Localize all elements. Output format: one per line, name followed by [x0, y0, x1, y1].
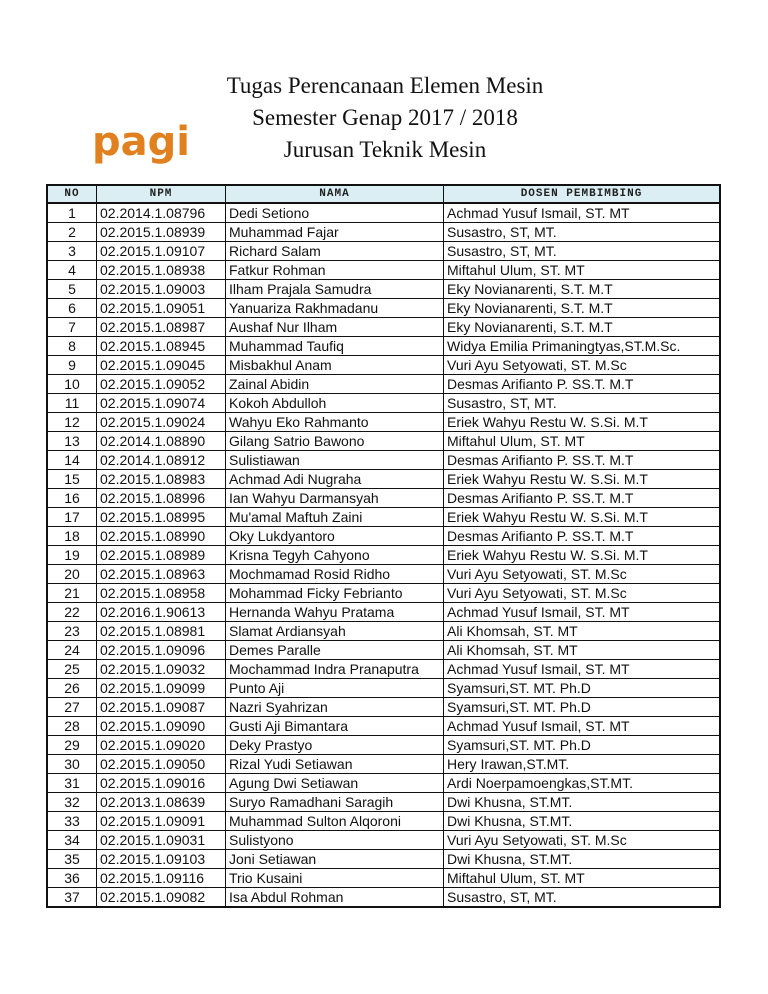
- cell-dosen: Syamsuri,ST. MT. Ph.D: [444, 679, 721, 698]
- cell-no: 26: [47, 679, 97, 698]
- cell-nama: Sulistiawan: [226, 451, 444, 470]
- cell-npm: 02.2015.1.09045: [97, 356, 226, 375]
- cell-npm: 02.2015.1.08983: [97, 470, 226, 489]
- cell-dosen: Achmad Yusuf Ismail, ST. MT: [444, 203, 721, 223]
- table-row: [47, 755, 720, 774]
- cell-npm: 02.2015.1.09031: [97, 831, 226, 850]
- cell-no: 28: [47, 717, 97, 736]
- cell-npm: 02.2015.1.09074: [97, 394, 226, 413]
- cell-no: 33: [47, 812, 97, 831]
- cell-npm: 02.2015.1.08990: [97, 527, 226, 546]
- cell-npm: 02.2015.1.09103: [97, 850, 226, 869]
- cell-nama: Zainal Abidin: [226, 375, 444, 394]
- cell-nama: Trio Kusaini: [226, 869, 444, 888]
- table-row: [47, 280, 720, 299]
- cell-npm: 02.2015.1.09096: [97, 641, 226, 660]
- pagi-logo: pagi: [92, 119, 190, 165]
- cell-dosen: Achmad Yusuf Ismail, ST. MT: [444, 603, 721, 622]
- column-header-nama: NAMA: [226, 185, 444, 203]
- cell-dosen: Susastro, ST, MT.: [444, 888, 721, 908]
- cell-dosen: Achmad Yusuf Ismail, ST. MT: [444, 660, 721, 679]
- table-row: [47, 774, 720, 793]
- cell-dosen: Widya Emilia Primaningtyas,ST.M.Sc.: [444, 337, 721, 356]
- cell-dosen: Miftahul Ulum, ST. MT: [444, 261, 721, 280]
- cell-no: 22: [47, 603, 97, 622]
- cell-dosen: Syamsuri,ST. MT. Ph.D: [444, 736, 721, 755]
- cell-no: 9: [47, 356, 97, 375]
- cell-npm: 02.2015.1.08996: [97, 489, 226, 508]
- cell-npm: 02.2015.1.09016: [97, 774, 226, 793]
- table-row: [47, 223, 720, 242]
- cell-npm: 02.2015.1.09087: [97, 698, 226, 717]
- cell-dosen: Vuri Ayu Setyowati, ST. M.Sc: [444, 831, 721, 850]
- cell-no: 32: [47, 793, 97, 812]
- cell-nama: Muhammad Taufiq: [226, 337, 444, 356]
- table-row: [47, 318, 720, 337]
- table-row: [47, 489, 720, 508]
- cell-no: 13: [47, 432, 97, 451]
- cell-dosen: Ali Khomsah, ST. MT: [444, 622, 721, 641]
- cell-nama: Mohammad Ficky Febrianto: [226, 584, 444, 603]
- cell-dosen: Dwi Khusna, ST.MT.: [444, 793, 721, 812]
- table-row: [47, 546, 720, 565]
- cell-nama: Isa Abdul Rohman: [226, 888, 444, 908]
- cell-no: 25: [47, 660, 97, 679]
- table-row: [47, 698, 720, 717]
- cell-nama: Mu'amal Maftuh Zaini: [226, 508, 444, 527]
- title-line-course: Tugas Perencanaan Elemen Mesin: [226, 73, 544, 98]
- cell-npm: 02.2015.1.08987: [97, 318, 226, 337]
- cell-npm: 02.2015.1.08939: [97, 223, 226, 242]
- cell-npm: 02.2015.1.09091: [97, 812, 226, 831]
- cell-npm: 02.2013.1.08639: [97, 793, 226, 812]
- cell-no: 14: [47, 451, 97, 470]
- cell-dosen: Susastro, ST, MT.: [444, 223, 721, 242]
- cell-nama: Gusti Aji Bimantara: [226, 717, 444, 736]
- table-row: [47, 831, 720, 850]
- cell-nama: Suryo Ramadhani Saragih: [226, 793, 444, 812]
- table-row: [47, 413, 720, 432]
- title-line-semester: Semester Genap 2017 / 2018: [252, 105, 518, 130]
- cell-nama: Nazri Syahrizan: [226, 698, 444, 717]
- document-title: [150, 70, 620, 166]
- cell-npm: 02.2015.1.09107: [97, 242, 226, 261]
- cell-dosen: Ali Khomsah, ST. MT: [444, 641, 721, 660]
- cell-npm: 02.2016.1.90613: [97, 603, 226, 622]
- cell-nama: Richard Salam: [226, 242, 444, 261]
- cell-no: 31: [47, 774, 97, 793]
- cell-dosen: Syamsuri,ST. MT. Ph.D: [444, 698, 721, 717]
- table-row: [47, 203, 720, 223]
- cell-no: 20: [47, 565, 97, 584]
- cell-npm: 02.2014.1.08796: [97, 203, 226, 223]
- cell-no: 29: [47, 736, 97, 755]
- cell-no: 21: [47, 584, 97, 603]
- cell-dosen: Achmad Yusuf Ismail, ST. MT: [444, 717, 721, 736]
- cell-npm: 02.2015.1.08945: [97, 337, 226, 356]
- cell-npm: 02.2015.1.08981: [97, 622, 226, 641]
- cell-no: 30: [47, 755, 97, 774]
- cell-nama: Yanuariza Rakhmadanu: [226, 299, 444, 318]
- cell-no: 34: [47, 831, 97, 850]
- table-row: [47, 869, 720, 888]
- cell-nama: Rizal Yudi Setiawan: [226, 755, 444, 774]
- cell-dosen: Eriek Wahyu Restu W. S.Si. M.T: [444, 508, 721, 527]
- cell-no: 2: [47, 223, 97, 242]
- cell-no: 10: [47, 375, 97, 394]
- cell-nama: Dedi Setiono: [226, 203, 444, 223]
- table-row: [47, 736, 720, 755]
- cell-no: 37: [47, 888, 97, 908]
- cell-nama: Mochmamad Rosid Ridho: [226, 565, 444, 584]
- cell-nama: Fatkur Rohman: [226, 261, 444, 280]
- cell-no: 23: [47, 622, 97, 641]
- cell-nama: Muhammad Sulton Alqoroni: [226, 812, 444, 831]
- cell-npm: 02.2015.1.08938: [97, 261, 226, 280]
- table-row: [47, 565, 720, 584]
- table-row: [47, 622, 720, 641]
- cell-npm: 02.2015.1.09116: [97, 869, 226, 888]
- cell-npm: 02.2015.1.08989: [97, 546, 226, 565]
- cell-nama: Ian Wahyu Darmansyah: [226, 489, 444, 508]
- cell-npm: 02.2015.1.09052: [97, 375, 226, 394]
- cell-dosen: Dwi Khusna, ST.MT.: [444, 812, 721, 831]
- cell-nama: Deky Prastyo: [226, 736, 444, 755]
- cell-no: 8: [47, 337, 97, 356]
- cell-nama: Muhammad Fajar: [226, 223, 444, 242]
- cell-no: 36: [47, 869, 97, 888]
- title-line-department: Jurusan Teknik Mesin: [283, 137, 487, 162]
- cell-no: 15: [47, 470, 97, 489]
- cell-dosen: Eky Novianarenti, S.T. M.T: [444, 299, 721, 318]
- cell-nama: Misbakhul Anam: [226, 356, 444, 375]
- cell-npm: 02.2015.1.08963: [97, 565, 226, 584]
- cell-nama: Joni Setiawan: [226, 850, 444, 869]
- cell-nama: Krisna Tegyh Cahyono: [226, 546, 444, 565]
- table-row: [47, 660, 720, 679]
- table-row: [47, 261, 720, 280]
- cell-dosen: Eky Novianarenti, S.T. M.T: [444, 318, 721, 337]
- table-row: [47, 470, 720, 489]
- cell-dosen: Susastro, ST, MT.: [444, 394, 721, 413]
- cell-dosen: Desmas Arifianto P. SS.T. M.T: [444, 375, 721, 394]
- cell-dosen: Miftahul Ulum, ST. MT: [444, 869, 721, 888]
- table-header-row: [47, 185, 720, 203]
- table-row: [47, 337, 720, 356]
- cell-npm: 02.2015.1.09032: [97, 660, 226, 679]
- cell-no: 11: [47, 394, 97, 413]
- table-row: [47, 584, 720, 603]
- cell-npm: 02.2015.1.09050: [97, 755, 226, 774]
- table-row: [47, 603, 720, 622]
- cell-nama: Kokoh Abdulloh: [226, 394, 444, 413]
- table-row: [47, 394, 720, 413]
- cell-no: 19: [47, 546, 97, 565]
- cell-dosen: Vuri Ayu Setyowati, ST. M.Sc: [444, 584, 721, 603]
- cell-npm: 02.2015.1.08995: [97, 508, 226, 527]
- table-row: [47, 527, 720, 546]
- cell-nama: Oky Lukdyantoro: [226, 527, 444, 546]
- cell-no: 12: [47, 413, 97, 432]
- cell-dosen: Eriek Wahyu Restu W. S.Si. M.T: [444, 470, 721, 489]
- column-header-dosen: DOSEN PEMBIMBING: [444, 185, 721, 203]
- cell-dosen: Desmas Arifianto P. SS.T. M.T: [444, 489, 721, 508]
- cell-no: 1: [47, 203, 97, 223]
- table-row: [47, 508, 720, 527]
- table-row: [47, 356, 720, 375]
- cell-nama: Demes Paralle: [226, 641, 444, 660]
- cell-npm: 02.2015.1.09003: [97, 280, 226, 299]
- cell-dosen: Dwi Khusna, ST.MT.: [444, 850, 721, 869]
- student-supervisor-table: [46, 184, 721, 908]
- table-row: [47, 375, 720, 394]
- cell-dosen: Ardi Noerpamoengkas,ST.MT.: [444, 774, 721, 793]
- table-row: [47, 432, 720, 451]
- cell-no: 18: [47, 527, 97, 546]
- cell-npm: 02.2015.1.09024: [97, 413, 226, 432]
- cell-nama: Slamat Ardiansyah: [226, 622, 444, 641]
- cell-nama: Wahyu Eko Rahmanto: [226, 413, 444, 432]
- table-row: [47, 242, 720, 261]
- cell-dosen: Desmas Arifianto P. SS.T. M.T: [444, 527, 721, 546]
- cell-dosen: Hery Irawan,ST.MT.: [444, 755, 721, 774]
- cell-no: 16: [47, 489, 97, 508]
- table-row: [47, 299, 720, 318]
- cell-nama: Gilang Satrio Bawono: [226, 432, 444, 451]
- cell-dosen: Miftahul Ulum, ST. MT: [444, 432, 721, 451]
- cell-npm: 02.2014.1.08912: [97, 451, 226, 470]
- table-row: [47, 717, 720, 736]
- column-header-no: NO: [47, 185, 97, 203]
- cell-no: 24: [47, 641, 97, 660]
- cell-nama: Mochammad Indra Pranaputra: [226, 660, 444, 679]
- table-row: [47, 850, 720, 869]
- cell-npm: 02.2015.1.09020: [97, 736, 226, 755]
- cell-no: 5: [47, 280, 97, 299]
- cell-no: 4: [47, 261, 97, 280]
- cell-npm: 02.2015.1.09082: [97, 888, 226, 908]
- cell-no: 27: [47, 698, 97, 717]
- cell-dosen: Vuri Ayu Setyowati, ST. M.Sc: [444, 356, 721, 375]
- cell-dosen: Eriek Wahyu Restu W. S.Si. M.T: [444, 546, 721, 565]
- table-row: [47, 451, 720, 470]
- table-row: [47, 641, 720, 660]
- cell-no: 6: [47, 299, 97, 318]
- table-body: [47, 203, 720, 907]
- cell-no: 3: [47, 242, 97, 261]
- cell-no: 7: [47, 318, 97, 337]
- cell-nama: Agung Dwi Setiawan: [226, 774, 444, 793]
- cell-no: 35: [47, 850, 97, 869]
- cell-nama: Achmad Adi Nugraha: [226, 470, 444, 489]
- cell-nama: Ilham Prajala Samudra: [226, 280, 444, 299]
- cell-npm: 02.2015.1.09099: [97, 679, 226, 698]
- cell-no: 17: [47, 508, 97, 527]
- table-row: [47, 679, 720, 698]
- cell-dosen: Eky Novianarenti, S.T. M.T: [444, 280, 721, 299]
- cell-npm: 02.2015.1.09051: [97, 299, 226, 318]
- cell-npm: 02.2015.1.08958: [97, 584, 226, 603]
- table-row: [47, 888, 720, 908]
- cell-npm: 02.2014.1.08890: [97, 432, 226, 451]
- table-row: [47, 812, 720, 831]
- cell-nama: Hernanda Wahyu Pratama: [226, 603, 444, 622]
- table-row: [47, 793, 720, 812]
- cell-dosen: Vuri Ayu Setyowati, ST. M.Sc: [444, 565, 721, 584]
- column-header-npm: NPM: [97, 185, 226, 203]
- cell-nama: Punto Aji: [226, 679, 444, 698]
- cell-nama: Sulistyono: [226, 831, 444, 850]
- cell-dosen: Desmas Arifianto P. SS.T. M.T: [444, 451, 721, 470]
- cell-dosen: Susastro, ST, MT.: [444, 242, 721, 261]
- cell-nama: Aushaf Nur Ilham: [226, 318, 444, 337]
- cell-dosen: Eriek Wahyu Restu W. S.Si. M.T: [444, 413, 721, 432]
- cell-npm: 02.2015.1.09090: [97, 717, 226, 736]
